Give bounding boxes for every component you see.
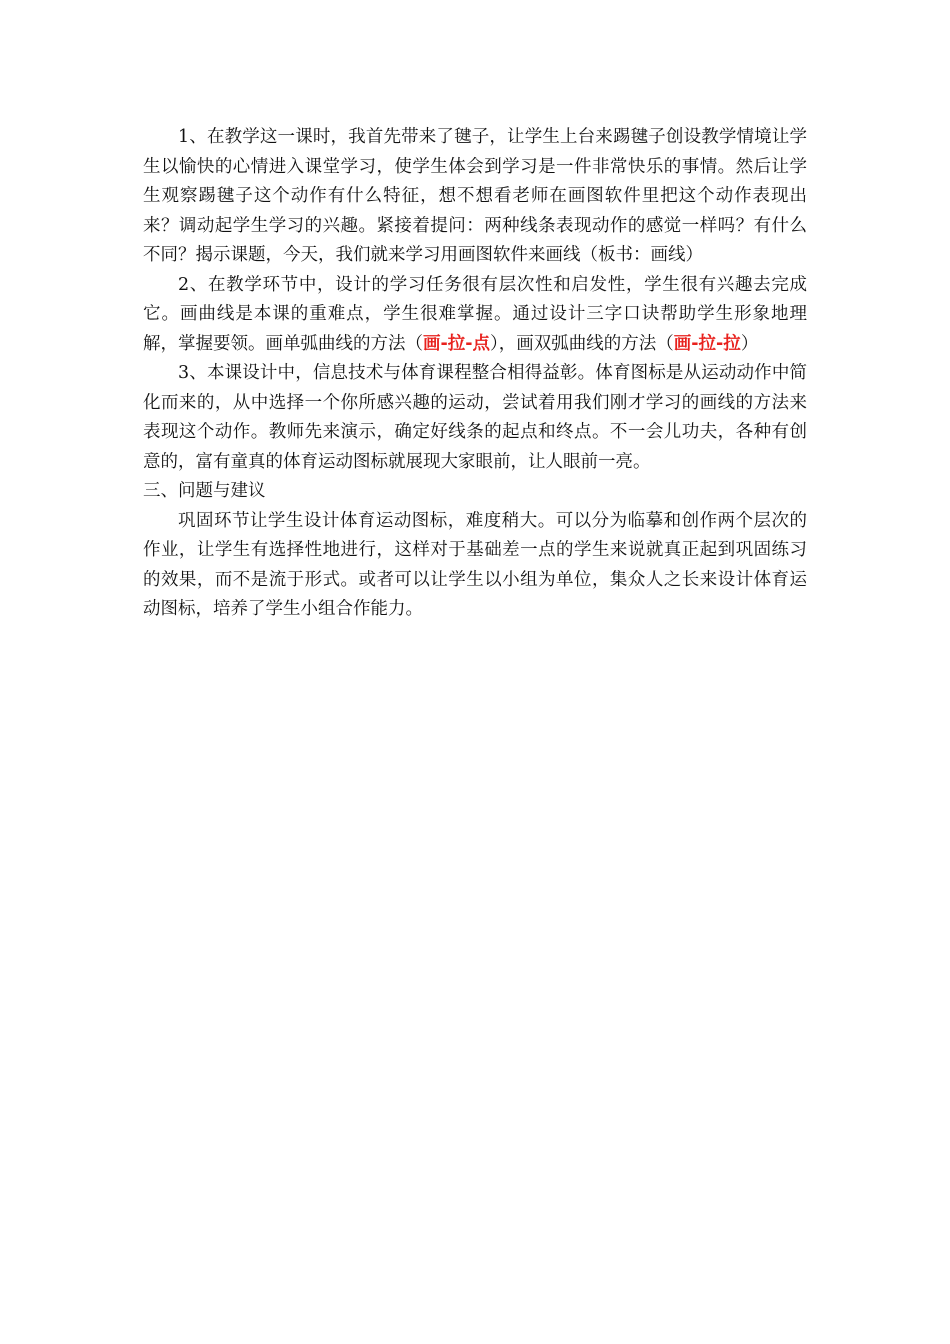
paragraph-2-text-3: ）: [740, 333, 759, 354]
paragraph-1: 1、在教学这一课时，我首先带来了毽子，让学生上台来踢毽子创设教学情境让学生以愉快的心情进入课堂学习，使学生体会到学习是一件非常快乐的事情。然后让学生观察踢毽子这个动作有什么特征，想不想看老师在画图软件里把这个动作表现出来？调动起学生学习的兴趣。紧接着提问：两种线条表现动作的感觉一样吗？有什么不同？揭示课题，今天，我们就来学习用画图软件来画线（板书：画线）: [143, 127, 807, 265]
paragraph-2: [143, 271, 807, 360]
document-body: [143, 123, 807, 625]
highlight-double-arc-method: 画-拉-拉: [673, 333, 741, 354]
paragraph-3: 3、本课设计中，信息技术与体育课程整合相得益彰。体育图标是从运动动作中简化而来的，从中选择一个你所感兴趣的运动，尝试着用我们刚才学习的画线的方法来表现这个动作。教师先来演示，确定好线条的起点和终点。不一会儿功夫，各种有创意的，富有童真的体育运动图标就展现大家眼前，让人眼前一亮。: [143, 363, 807, 472]
section-heading: 三、问题与建议: [143, 481, 266, 501]
paragraph-2-text-2: ），画双弧曲线的方法（: [490, 333, 674, 354]
paragraph-4: 巩固环节让学生设计体育运动图标，难度稍大。可以分为临摹和创作两个层次的作业，让学生有选择性地进行，这样对于基础差一点的学生来说就真正起到巩固练习的效果，而不是流于形式。或者可以让学生以小组为单位，集众人之长来设计体育运动图标，培养了学生小组合作能力。: [143, 510, 807, 619]
highlight-single-arc-method: 画-拉-点: [423, 333, 491, 354]
paragraph-2-text-1: 2、在教学环节中，设计的学习任务很有层次性和启发性，学生很有兴趣去完成它。画曲线是本课的重难点，学生很难掌握。通过设计三字口诀帮助学生形象地理解，掌握要领。画单弧曲线的方法（: [143, 274, 807, 354]
